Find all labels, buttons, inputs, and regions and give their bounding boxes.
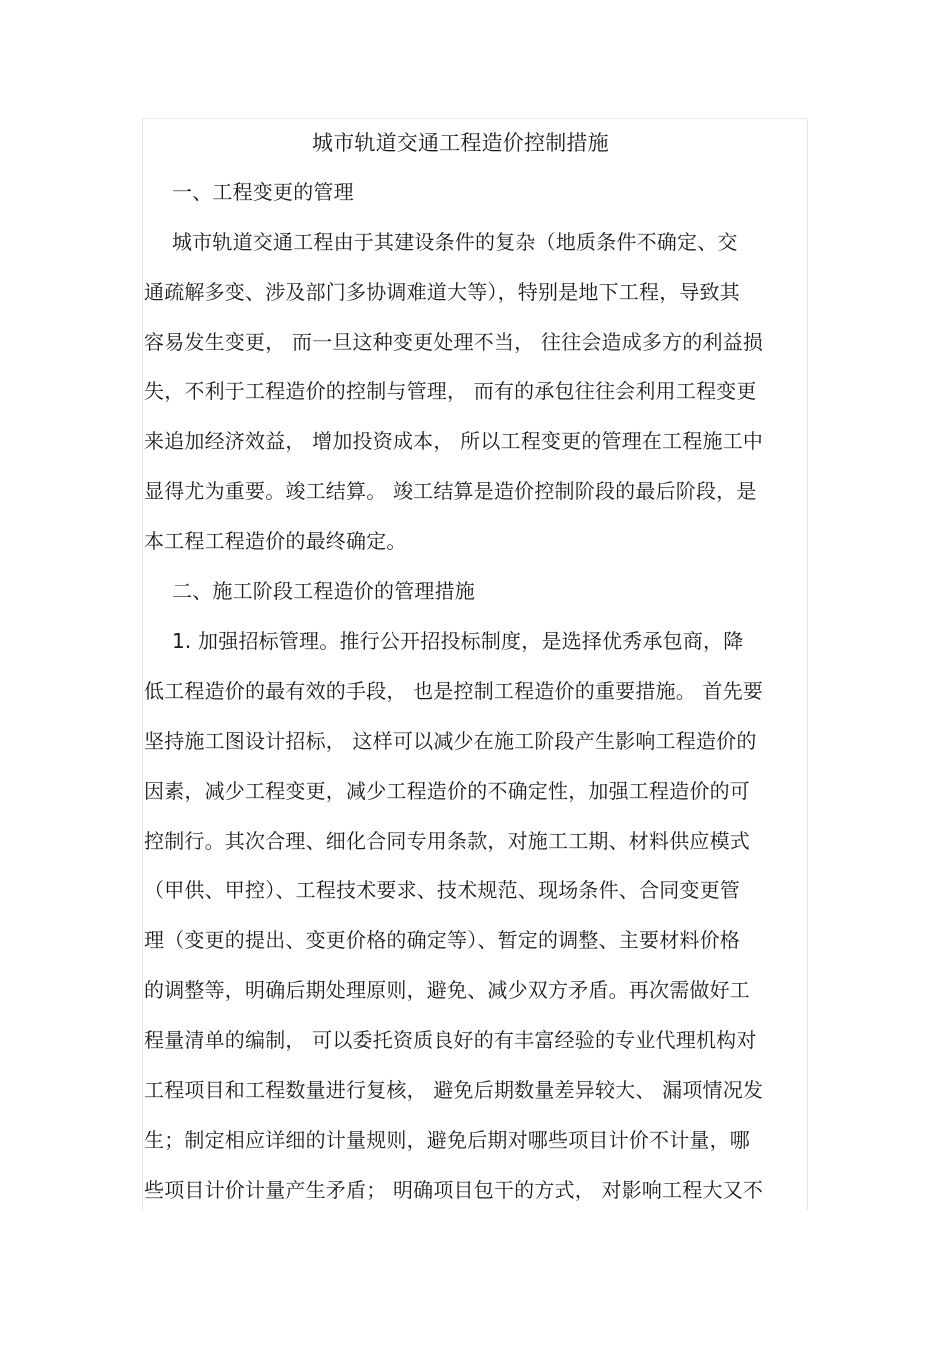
- paragraph-line: 工程项目和工程数量进行复核， 避免后期数量差异较大、 漏项情况发: [144, 1078, 764, 1102]
- paragraph-line: 显得尤为重要。竣工结算。 竣工结算是造价控制阶段的最后阶段，是: [144, 479, 757, 503]
- paragraph-line: 本工程工程造价的最终确定。: [144, 529, 407, 553]
- section-heading-2: 二、施工阶段工程造价的管理措施: [172, 579, 475, 603]
- paragraph-line: 通疏解多变、涉及部门多协调难道大等），特别是地下工程，导致其: [144, 280, 740, 304]
- paragraph-line: 1. 加强招标管理。推行公开招投标制度，是选择优秀承包商，降: [172, 629, 744, 653]
- paragraph-line: 控制行。其次合理、细化合同专用条款，对施工工期、材料供应模式: [144, 829, 750, 853]
- paragraph-line: 城市轨道交通工程由于其建设条件的复杂（地质条件不确定、交: [172, 230, 738, 254]
- paragraph-line: 低工程造价的最有效的手段， 也是控制工程造价的重要措施。 首先要: [144, 679, 764, 703]
- paragraph-line: 的调整等，明确后期处理原则，避免、减少双方矛盾。再次需做好工: [144, 978, 750, 1002]
- paragraph-line: 坚持施工图设计招标， 这样可以减少在施工阶段产生影响工程造价的: [144, 729, 757, 753]
- document-title: 城市轨道交通工程造价控制措施: [312, 131, 609, 155]
- paragraph-line: 程量清单的编制， 可以委托资质良好的有丰富经验的专业代理机构对: [144, 1028, 757, 1052]
- paragraph-line: 失，不利于工程造价的控制与管理， 而有的承包往往会利用工程变更: [144, 379, 757, 403]
- paragraph-line: 来追加经济效益， 增加投资成本， 所以工程变更的管理在工程施工中: [144, 429, 764, 453]
- paragraph-line: 些项目计价计量产生矛盾； 明确项目包干的方式， 对影响工程大又不: [144, 1178, 764, 1202]
- paragraph-line: 理（变更的提出、变更价格的确定等）、暂定的调整、主要材料价格: [144, 928, 740, 952]
- paragraph-line: （甲供、甲控）、工程技术要求、技术规范、现场条件、合同变更管: [144, 878, 740, 902]
- section-heading-1: 一、工程变更的管理: [172, 180, 354, 204]
- paragraph-line: 生；制定相应详细的计量规则，避免后期对哪些项目计价不计量，哪: [144, 1128, 750, 1152]
- paragraph-line: 因素，减少工程变更，减少工程造价的不确定性，加强工程造价的可: [144, 779, 750, 803]
- paragraph-line: 容易发生变更， 而一旦这种变更处理不当， 往往会造成多方的利益损: [144, 330, 764, 354]
